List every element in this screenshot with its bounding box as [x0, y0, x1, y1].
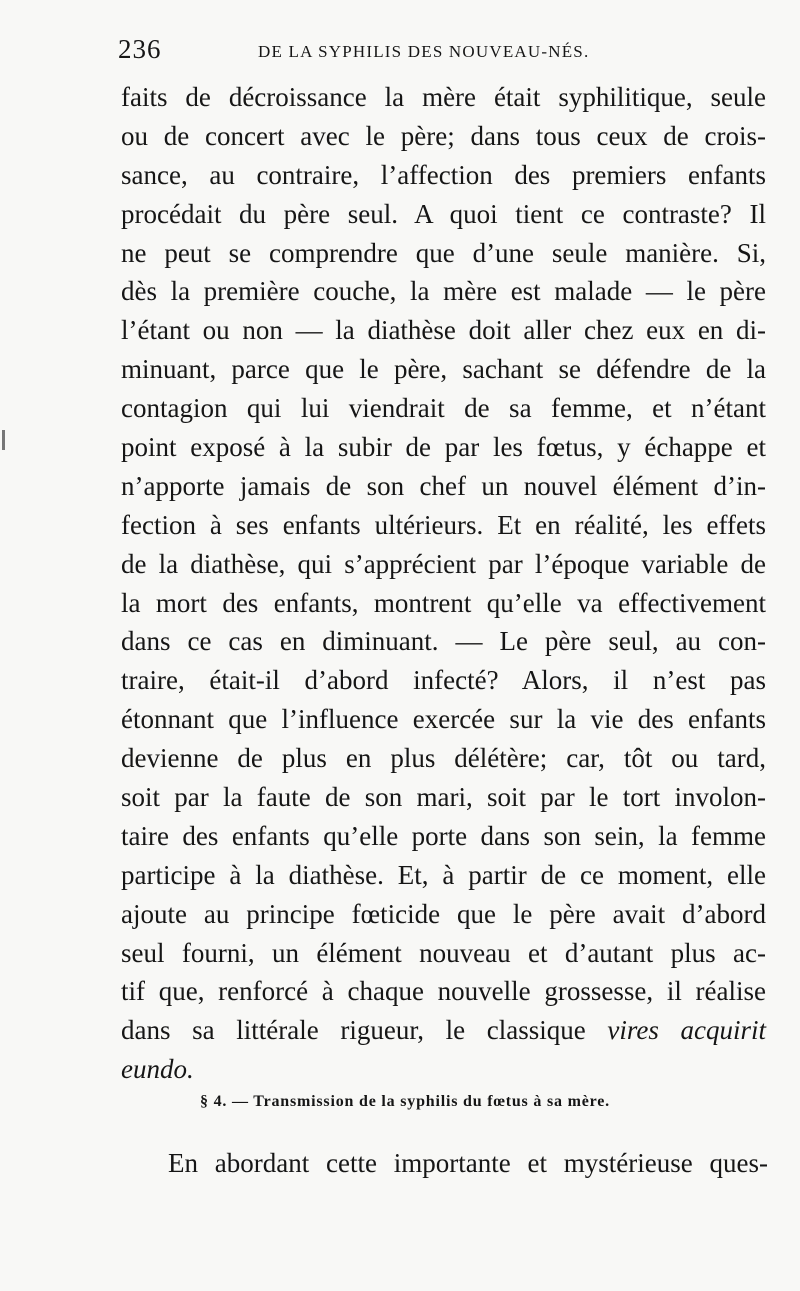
latin-phrase: vires acquirit: [607, 1015, 766, 1046]
page-number: 236: [118, 34, 162, 64]
text-line: point exposé à la subir de par les fœtus, y échappe et: [121, 432, 766, 463]
text-line: fection à ses enfants ultérieurs. Et en réalité, les effets: [121, 509, 766, 540]
text-line: taire des enfants qu’elle porte dans son sein, la femme: [121, 820, 766, 851]
text-line: En abordant cette importante et mystérieuse ques-: [168, 1148, 768, 1178]
text-segment: dans sa littérale rigueur, le classique: [121, 1015, 586, 1046]
text-line-with-italic: [121, 1011, 766, 1050]
text-line: minuant, parce que le père, sachant se défendre de la: [121, 354, 766, 385]
text-line: devienne de plus en plus délétère; car, tôt ou tard,: [121, 743, 766, 774]
text-line: procédait du père seul. A quoi tient ce contraste? Il: [121, 198, 766, 229]
paragraph-next: [168, 1143, 768, 1183]
text-line: sance, au contraire, l’affection des premiers enfants: [121, 159, 766, 190]
section-heading: § 4. — Transmission de la syphilis du fœtus à sa mère.: [200, 1093, 610, 1110]
text-line: participe à la diathèse. Et, à partir de ce moment, elle: [121, 859, 766, 890]
running-head: DE LA SYPHILIS DES NOUVEAU-NÉS.: [258, 42, 590, 61]
margin-mark: [2, 430, 5, 450]
latin-phrase-end: eundo.: [121, 1054, 194, 1085]
text-line: faits de décroissance la mère était syphilitique, seule: [121, 82, 766, 112]
text-line: de la diathèse, qui s’apprécient par l’époque variable de: [121, 548, 766, 579]
text-line: soit par la faute de son mari, soit par le tort involon-: [121, 782, 766, 813]
text-line: ajoute au principe fœticide que le père avait d’abord: [121, 898, 766, 929]
text-line: tif que, renforcé à chaque nouvelle grossesse, il réalise: [121, 976, 766, 1007]
text-line: ou de concert avec le père; dans tous ceux de crois-: [121, 120, 766, 151]
text-line-last: [121, 1050, 766, 1089]
text-line: dès la première couche, la mère est malade — le père: [121, 276, 766, 307]
text-line: traire, était-il d’abord infecté? Alors, il n’est pas: [121, 665, 766, 696]
text-line: dans ce cas en diminuant. — Le père seul, au con-: [121, 626, 766, 657]
text-line: étonnant que l’influence exercée sur la vie des enfants: [121, 704, 766, 735]
text-line: contagion qui lui viendrait de sa femme, et n’étant: [121, 393, 766, 424]
text-line: seul fourni, un élément nouveau et d’autant plus ac-: [121, 937, 766, 968]
text-line: la mort des enfants, montrent qu’elle va effectivement: [121, 587, 766, 618]
page-header: [118, 34, 758, 74]
text-line: ne peut se comprendre que d’une seule manière. Si,: [121, 237, 766, 268]
paragraph-main: [121, 78, 766, 1089]
text-line: l’étant ou non — la diathèse doit aller chez eux en di-: [121, 315, 766, 346]
text-line: n’apporte jamais de son chef un nouvel élément d’in-: [121, 470, 766, 501]
